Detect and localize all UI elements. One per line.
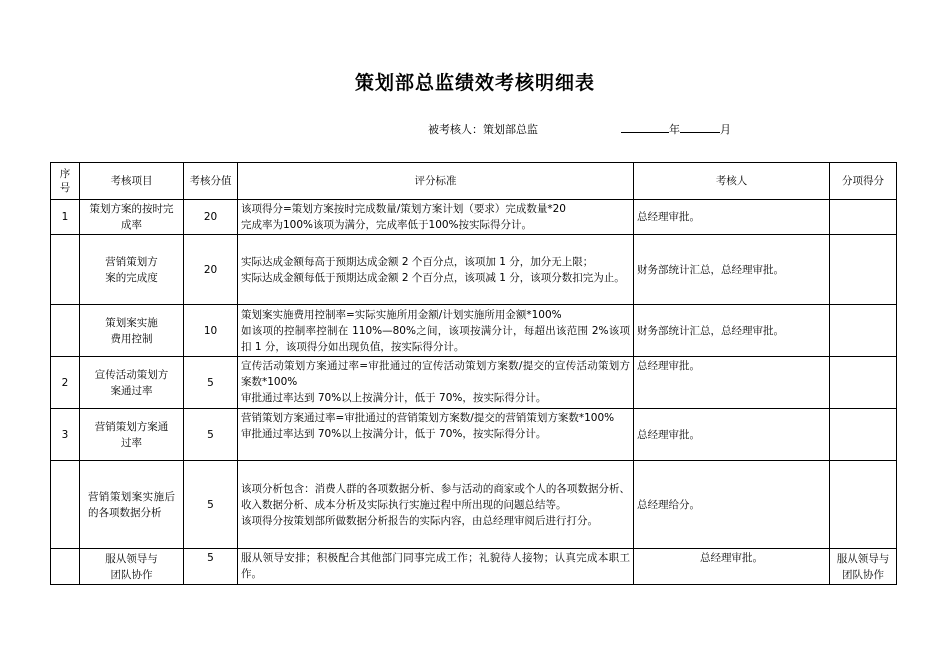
row-item-score (830, 409, 897, 461)
assessment-table (50, 162, 897, 585)
table-row (51, 357, 897, 409)
row-item: 营销策划方案的完成度 (80, 235, 184, 305)
row-no (51, 235, 80, 305)
table-row (51, 200, 897, 235)
row-criteria (238, 357, 634, 409)
row-item: 服从领导与团队协作 (80, 549, 184, 585)
row-item: 策划案实施费用控制 (80, 305, 184, 357)
table-row (51, 549, 897, 585)
criteria-line: 完成率为100%该项为满分，完成率低于100%按实际得分计。 (241, 219, 533, 231)
row-score: 5 (184, 461, 238, 549)
table-header-row (51, 163, 897, 200)
row-no (51, 549, 80, 585)
row-item-score (830, 305, 897, 357)
row-assessor: 财务部统计汇总，总经理审批。 (634, 305, 830, 357)
row-item-score (830, 235, 897, 305)
year-label: 年 (669, 123, 680, 136)
month-label: 月 (720, 123, 731, 136)
month-blank (680, 122, 720, 133)
row-assessor: 总经理审批。 (634, 549, 830, 585)
criteria-line: 策划案实施费用控制率=实际实施所用金额/计划实施所用金额*100% (241, 308, 562, 321)
row-item: 营销策划案实施后的各项数据分析 (80, 461, 184, 549)
page-title: 策划部总监绩效考核明细表 (354, 72, 595, 94)
row-score: 10 (184, 305, 238, 357)
table-row (51, 305, 897, 357)
header-item-score: 分项得分 (830, 163, 897, 200)
criteria-line: 该项得分=策划方案按时完成数量/策划方案计划（要求）完成数量*20 (241, 203, 566, 215)
row-score: 5 (184, 357, 238, 409)
row-no: 3 (51, 409, 80, 461)
year-blank (621, 122, 669, 133)
criteria-line: 该项得分按策划部所做数据分析报告的实际内容，由总经理审阅后进行打分。 (241, 514, 598, 527)
row-assessor: 总经理审批。 (634, 409, 830, 461)
table-row (51, 461, 897, 549)
row-assessor: 总经理审批。 (634, 357, 830, 409)
table-row (51, 235, 897, 305)
row-item: 宣传活动策划方案通过率 (80, 357, 184, 409)
header-assessor: 考核人 (634, 163, 830, 200)
header-no: 序号 (51, 163, 80, 200)
row-score: 20 (184, 235, 238, 305)
row-criteria (238, 549, 634, 585)
criteria-line: 如该项的控制率控制在 110%—80%之间，该项按满分计，每超出该范围 2%该项扣 1 分，该项得分如出现负值，按实际得分计。 (241, 324, 630, 353)
row-criteria (238, 200, 634, 235)
criteria-line: 该项分析包含：消费人群的各项数据分析、参与活动的商家或个人的各项数据分析、收入数据分析、成本分析及实际执行实施过程中所出现的问题总结等。 (241, 482, 630, 511)
row-criteria (238, 461, 634, 549)
criteria-line: 营销策划方案通过率=审批通过的营销策划方案数/提交的营销策划方案数*100% (241, 412, 615, 424)
row-no: 1 (51, 200, 80, 235)
row-assessor: 总经理给分。 (634, 461, 830, 549)
criteria-line: 服从领导安排；积极配合其他部门同事完成工作；礼貌待人接物；认真完成本职工作。 (241, 552, 630, 580)
row-assessor: 财务部统计汇总，总经理审批。 (634, 235, 830, 305)
table-row (51, 409, 897, 461)
row-item-score (830, 461, 897, 549)
row-assessor: 总经理审批。 (634, 200, 830, 235)
row-item: 策划方案的按时完成率 (80, 200, 184, 235)
row-criteria (238, 305, 634, 357)
row-no (51, 305, 80, 357)
criteria-line: 审批通过率达到 70%以上按满分计，低于 70%，按实际得分计。 (241, 428, 547, 440)
criteria-line: 宣传活动策划方案通过率=审批通过的宣传活动策划方案数/提交的宣传活动策划方案数*100% (241, 360, 630, 388)
row-item-score (830, 200, 897, 235)
row-item: 营销策划方案通过率 (80, 409, 184, 461)
row-criteria (238, 409, 634, 461)
criteria-line: 实际达成金额每低于预期达成金额 2 个百分点，该项减 1 分，该项分数扣完为止。 (241, 271, 625, 284)
criteria-line: 审批通过率达到 70%以上按满分计，低于 70%，按实际得分计。 (241, 392, 547, 404)
row-criteria (238, 235, 634, 305)
row-score: 20 (184, 200, 238, 235)
row-score: 5 (184, 549, 238, 585)
row-item-score (830, 357, 897, 409)
header-item: 考核项目 (80, 163, 184, 200)
row-no: 2 (51, 357, 80, 409)
header-criteria: 评分标准 (238, 163, 634, 200)
header-score: 考核分值 (184, 163, 238, 200)
row-score: 5 (184, 409, 238, 461)
row-no (51, 461, 80, 549)
examinee-label: 被考核人：策划部总监 (428, 123, 538, 136)
row-item-score: 服从领导与团队协作 (830, 549, 897, 585)
examinee-line (428, 121, 731, 137)
criteria-line: 实际达成金额每高于预期达成金额 2 个百分点，该项加 1 分，加分无上限； (241, 255, 594, 268)
